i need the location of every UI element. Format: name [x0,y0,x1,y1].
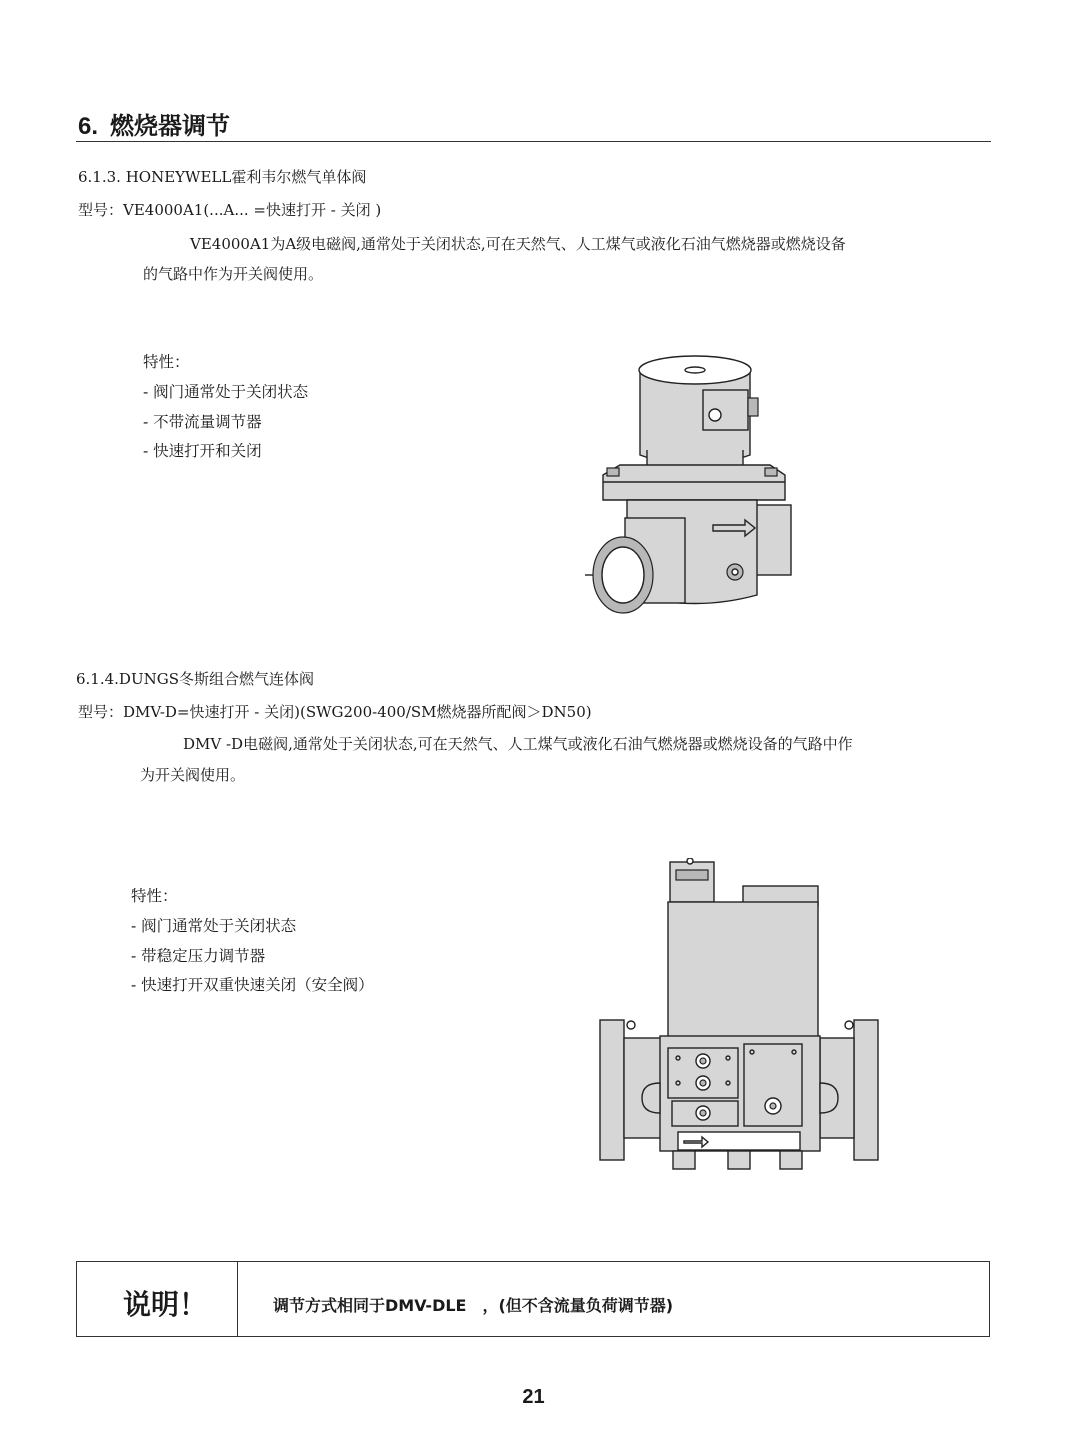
valve1-heading: 6.1.3. HONEYWELL霍利韦尔燃气单体阀 [78,168,367,186]
valve2-desc-line1: DMV -D电磁阀,通常处于关闭状态,可在天然气、人工煤气或液化石油气燃烧器或燃烧设备的气路中作 [183,735,853,753]
note-text: 调节方式相同于DMV-DLE ，(但不含流量负荷调节器) [273,1296,674,1315]
note-divider [237,1262,238,1336]
section-title-text: 燃烧器调节 [110,112,231,140]
dungs-valve-image [598,858,883,1183]
valve2-feature-2: - 带稳定压力调节器 [131,947,266,965]
honeywell-valve-image [585,350,800,625]
section-title [78,106,230,141]
valve2-model: 型号：DMV-D=快速打开 - 关闭)(SWG200-400/SM燃烧器所配阀＞DN50) [78,703,592,721]
valve2-feature-1: - 阀门通常处于关闭状态 [131,917,297,935]
section-number: 6. [78,113,99,140]
valve2-desc-line2: 为开关阀使用。 [140,766,246,784]
note-box [76,1261,990,1337]
valve2-heading: 6.1.4.DUNGS冬斯组合燃气连体阀 [76,670,314,688]
page-number: 21 [522,1386,545,1408]
valve1-features-label: 特性： [143,353,190,371]
valve1-desc-line1: VE4000A1为A级电磁阀,通常处于关闭状态,可在天然气、人工煤气或液化石油气燃烧器或燃烧设备 [190,235,846,253]
valve1-desc-line2: 的气路中作为开关阀使用。 [143,265,324,283]
valve1-model: 型号：VE4000A1(...A... =快速打开 - 关闭 ) [78,201,382,219]
valve2-features-label: 特性： [131,887,178,905]
note-label: 说明！ [123,1288,208,1321]
valve1-feature-3: - 快速打开和关闭 [143,442,262,460]
valve2-feature-3: - 快速打开双重快速关闭（安全阀） [131,976,374,994]
valve1-feature-2: - 不带流量调节器 [143,413,262,431]
valve1-feature-1: - 阀门通常处于关闭状态 [143,383,309,401]
title-divider [76,141,991,142]
